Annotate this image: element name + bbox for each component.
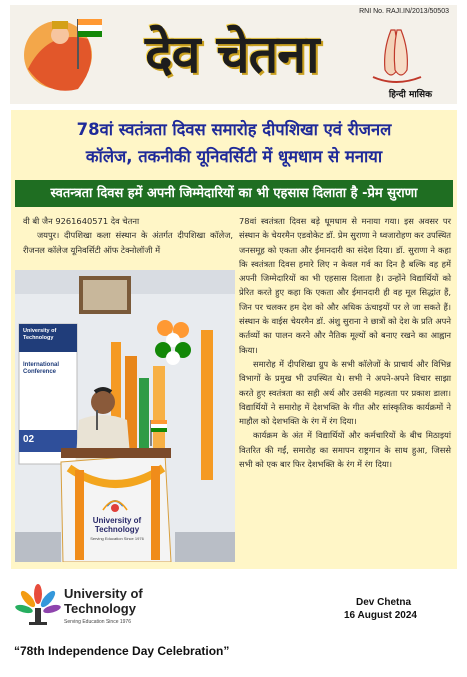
footer-university-tagline: Serving Education Since 1976 [64, 619, 131, 625]
standee-event: International Conference [23, 362, 60, 375]
newspaper-title: देव चेतना [145, 25, 319, 85]
article-right-paragraph-1: 78वां स्वतंत्रता दिवस बड़े धूमधाम से मनाया गया। इस अवसर पर संस्थान के चेयरमैन एडवोकेट डॉ. प्रेम सुराणा ने ध्वजारोहण कर उपस्थित जनसमूह को एकता और ईमानदारी का संदेश दिया। डॉ. सुराणा ने कहा कि स्वतंत्रता दिवस हमारे लिए न केवल गर्व का दिन है बल्कि वह हमें अपनी जिम्मेदारियों का भी एहसास दिलाता है। उन्होंने विद्यार्थियों को प्रेरित करते हुए कहा कि एकता और ईमानदारी ही वह मूल सिद्धांत हैं, जिन पर चलकर हम देश को और अधिक ऊंचाइयों पर ले जा सकते हैं। संस्थान के वाईस चेयरमैन डॉ. अंशु सुराना ने छात्रों को देश के प्रति अपने कर्तव्यों का पालन करने और नैतिक मूल्यों को बनाए रखने का आह्वान किया। [239, 216, 451, 355]
standee-date: 02 [23, 434, 35, 445]
podium-tagline: Serving Education Since 1976 [90, 536, 144, 541]
article-left-column [23, 214, 233, 257]
headline-line-2: कॉलेज, तकनीकी यूनिवर्सिटी में धूमधाम से मनाया [85, 147, 383, 166]
article-byline: वी बी जैन 9261640571 देव चेतना [23, 216, 140, 226]
article-right-paragraph-2: समारोह में दीपशिखा ग्रुप के सभी कॉलेजों के प्राचार्य और विभिन्न विभागों के प्रमुख भी उपस्थित थे। सभी ने अपने-अपने विचार साझा करते हुए स्वतंत्रता का सही अर्थ और उसकी महत्वता पर प्रकाश डाला। विद्यार्थियों ने समारोह में देशभक्ति के गीत और सांस्कृतिक कार्यक्रमों ने माहौल को देशभक्ति के रंग में रंग दिया। [239, 358, 451, 427]
newspaper-subtitle: हिन्दी मासिक [388, 90, 432, 100]
standee-university: University of Technology [23, 328, 57, 341]
event-photo [15, 270, 235, 562]
rni-number: RNI No. RAJI.IN/2013/50503 [359, 8, 449, 15]
article-right-paragraph-3: कार्यक्रम के अंत में विद्यार्थियों और कर्मचारियों के बीच मिठाइयां वितरित की गईं, समारोह का समापन राष्ट्रगान के साथ हुआ, जिससे सभी को एक बार फिर देशभक्ति के रंग में रंग दिया। [239, 430, 451, 470]
podium-university-name [87, 516, 147, 534]
publication-date: 16 August 2024 [344, 610, 417, 621]
bharat-mata-illustration [18, 9, 110, 101]
article-right-column [239, 214, 451, 471]
footer-university-line-2: Technology [64, 601, 136, 616]
footer-university-line-1: University of [64, 586, 143, 601]
newspaper-masthead [10, 5, 457, 104]
news-article [11, 110, 457, 569]
publication-name: Dev Chetna [356, 597, 412, 608]
article-headline [11, 116, 457, 170]
headline-line-1: 78वां स्वतंत्रता दिवस समारोह दीपशिखा एवं रीजनल [76, 120, 392, 139]
article-left-paragraph: जयपुर। दीपशिखा कला संस्थान के अंतर्गत दीपशिखा कॉलेज, रीजनल कॉलेज यूनिवर्सिटी ऑफ टेक्नोलॉजी में [23, 230, 233, 255]
podium-name-line-2: Technology [94, 525, 140, 534]
podium-name-line-1: University of [92, 516, 142, 525]
clipping-caption: “78th Independence Day Celebration” [14, 644, 230, 658]
namaste-hands-icon [361, 25, 431, 85]
article-subhead: स्वतन्त्रता दिवस हमें अपनी जिम्मेदारियों का भी एहसास दिलाता है -प्रेम सुराणा [50, 186, 418, 201]
footer-university-name [64, 586, 143, 616]
subhead-banner [15, 180, 453, 207]
